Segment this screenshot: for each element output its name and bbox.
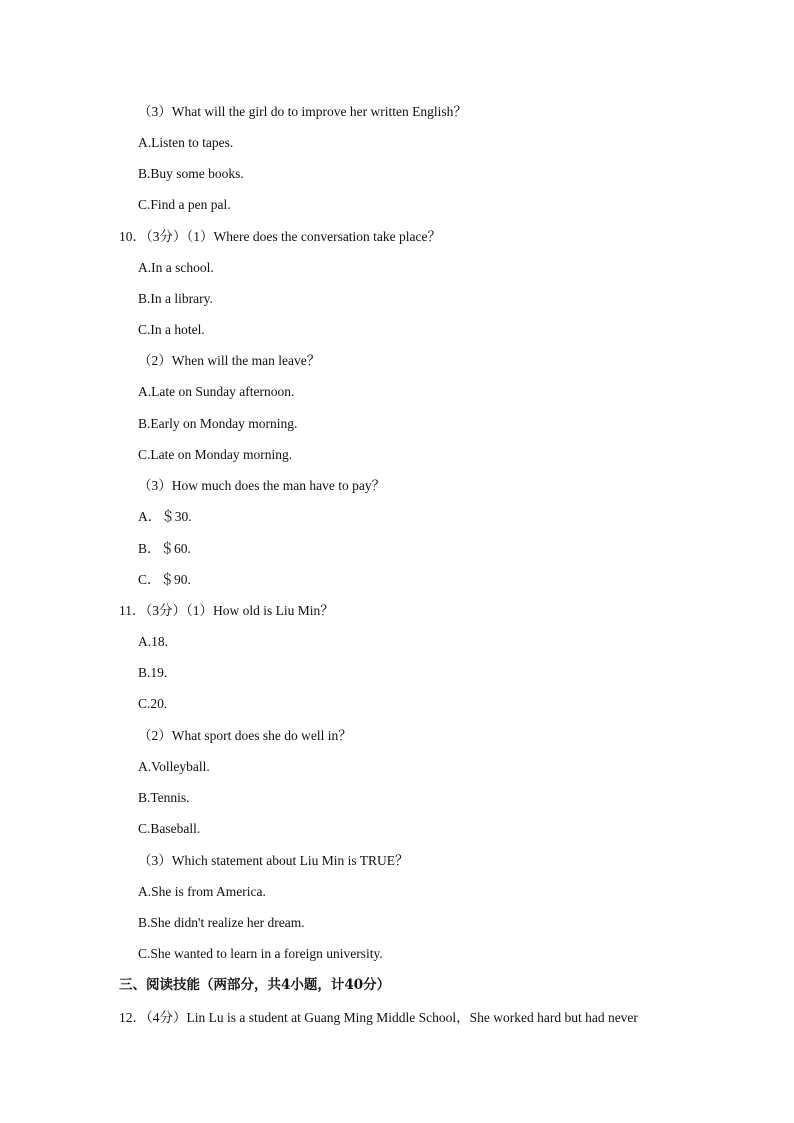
question-10-sub-2: （2）When will the man leave？ (138, 353, 321, 368)
option-c: C.Late on Monday morning. (138, 447, 293, 462)
question-10-sub-3: （3）How much does the man have to pay？ (138, 478, 386, 493)
question-11-sub-3: （3）Which statement about Liu Min is TRUE？ (138, 853, 409, 868)
section-heading-reading: 三、阅读技能（两部分，共4小题，计40分） (119, 977, 391, 993)
option-c: C.Find a pen pal. (138, 197, 231, 212)
option-c: C.20. (138, 696, 168, 711)
option-b: B.19. (138, 665, 168, 680)
option-c: C.She wanted to learn in a foreign university. (138, 946, 383, 961)
question-10: 10．（3分）（1）Where does the conversation take place？ (119, 229, 442, 244)
option-b: B.Buy some books. (138, 166, 244, 181)
option-c: C．＄90. (138, 572, 191, 587)
question-11: 11．（3分）（1）How old is Liu Min？ (119, 603, 334, 618)
option-c: C.In a hotel. (138, 322, 205, 337)
option-a: A.Volleyball. (138, 759, 210, 774)
option-b: B.In a library. (138, 291, 213, 306)
option-a: A.18. (138, 634, 168, 649)
option-b: B.Tennis. (138, 790, 190, 805)
option-a: A．＄30. (138, 509, 192, 524)
option-b: B．＄60. (138, 541, 191, 556)
option-a: A.She is from America. (138, 884, 266, 899)
option-a: A.Late on Sunday afternoon. (138, 384, 295, 399)
question-9-sub-3: （3）What will the girl do to improve her written English？ (138, 104, 467, 119)
option-b: B.She didn't realize her dream. (138, 915, 305, 930)
option-b: B.Early on Monday morning. (138, 416, 298, 431)
option-c: C.Baseball. (138, 821, 201, 836)
option-a: A.In a school. (138, 260, 214, 275)
question-12: 12．（4分）Lin Lu is a student at Guang Ming Middle School，She worked hard but had never (119, 1010, 638, 1025)
question-11-sub-2: （2）What sport does she do well in？ (138, 728, 352, 743)
option-a: A.Listen to tapes. (138, 135, 234, 150)
